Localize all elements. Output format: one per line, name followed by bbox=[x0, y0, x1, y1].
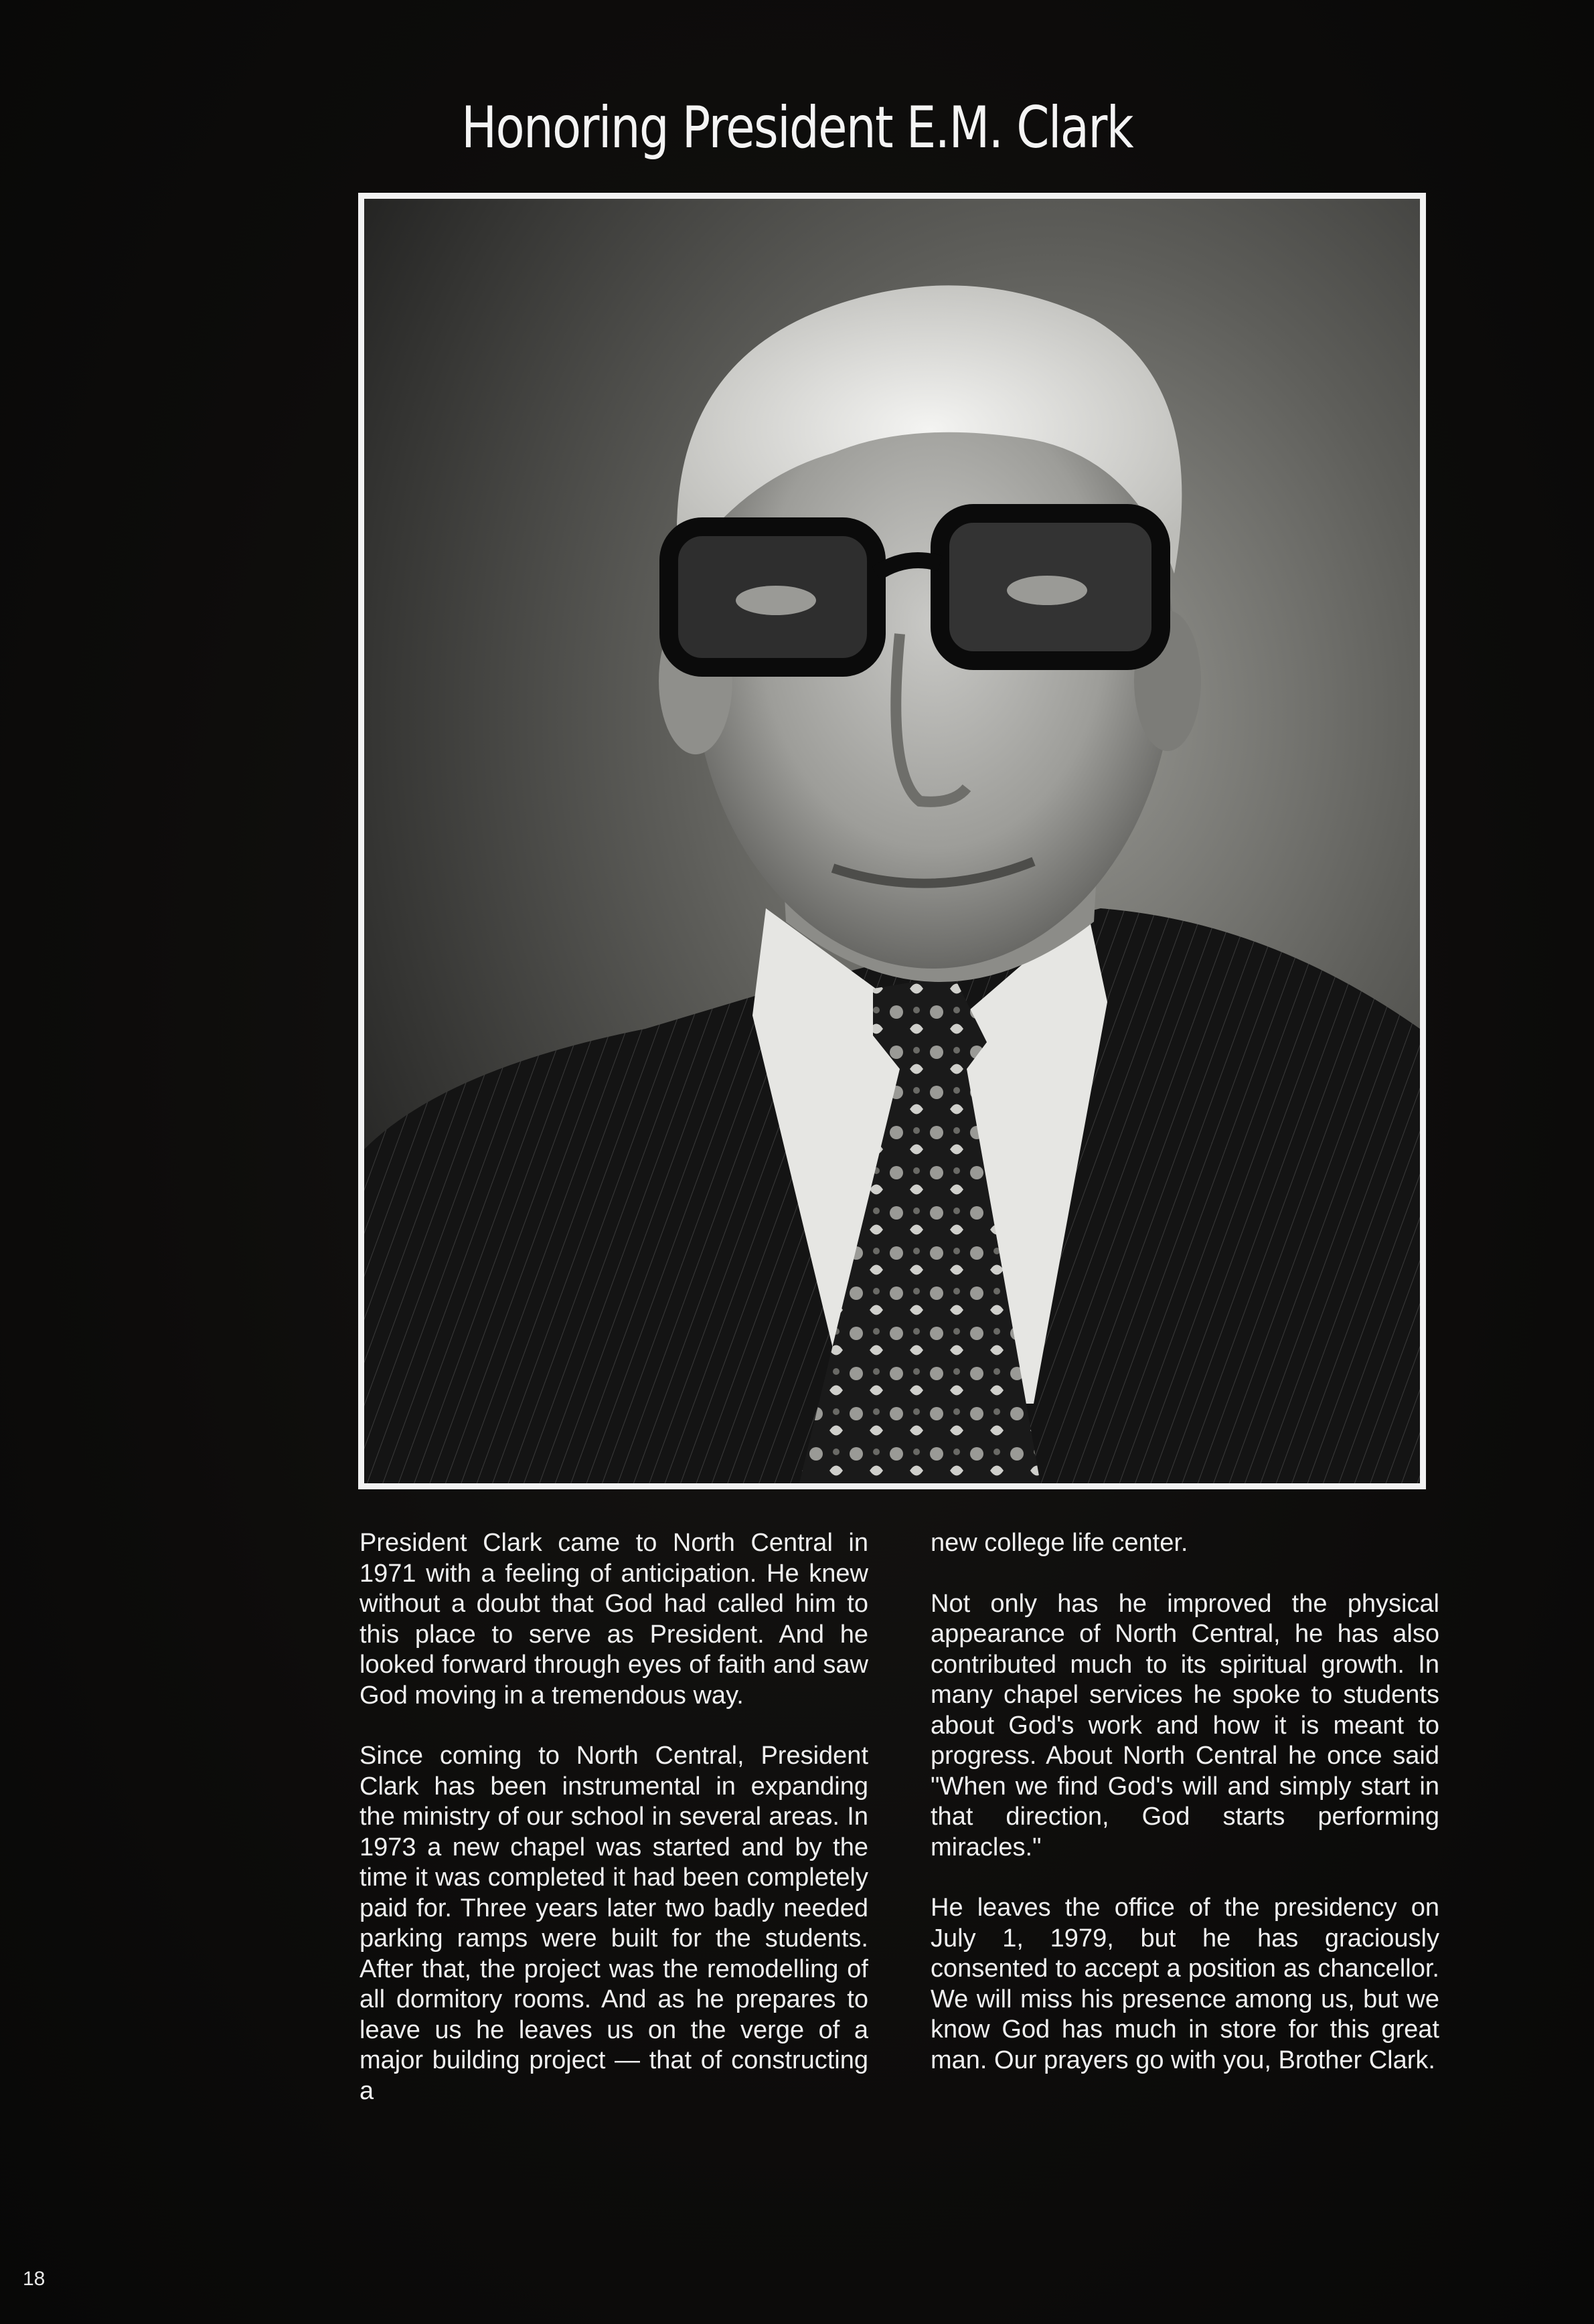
article-paragraph: President Clark came to North Central in 1971 with a feeling of anticipation. He knew without a doubt that God had called him to this place to serve as President. And he looked forward through eyes of faith and saw God moving in a tremendous way. bbox=[360, 1529, 868, 1710]
article-paragraph: He leaves the office of the presidency on July 1, 1979, but he has graciously consented to accept a position as chancellor. We will miss his presence among us, but we know God has much in store for this great man. Our prayers go with you, Brother Clark. bbox=[931, 1894, 1439, 2074]
article-paragraph: Not only has he improved the physical appearance of North Central, he has also contributed much to its spiritual growth. In many chapel services he spoke to students about God's work and how it is meant to progress. About North Central he once said "When we find God's will and simply start in that direction, God starts performing miracles." bbox=[931, 1589, 1439, 1861]
article-right-column bbox=[931, 1528, 1439, 2106]
article-left-column bbox=[360, 1528, 868, 2137]
article-paragraph: new college life center. bbox=[931, 1529, 1188, 1557]
page-number: 18 bbox=[23, 2268, 46, 2290]
article-paragraph: Since coming to North Central, President Clark has been instrumental in expanding the ministry of our school in several areas. In 1973 a new chapel was started and by the time it was completed it had been completely paid for. Three years later two badly needed parking ramps were built for the students. After that, the project was the remodelling of all dormitory rooms. And as he prepares to leave us he leaves us on the verge of a major building project — that of constructing a bbox=[360, 1742, 868, 2105]
portrait-photo bbox=[358, 193, 1426, 1489]
page-title: Honoring President E.M. Clark bbox=[461, 94, 1133, 161]
portrait-illustration bbox=[364, 199, 1420, 1483]
